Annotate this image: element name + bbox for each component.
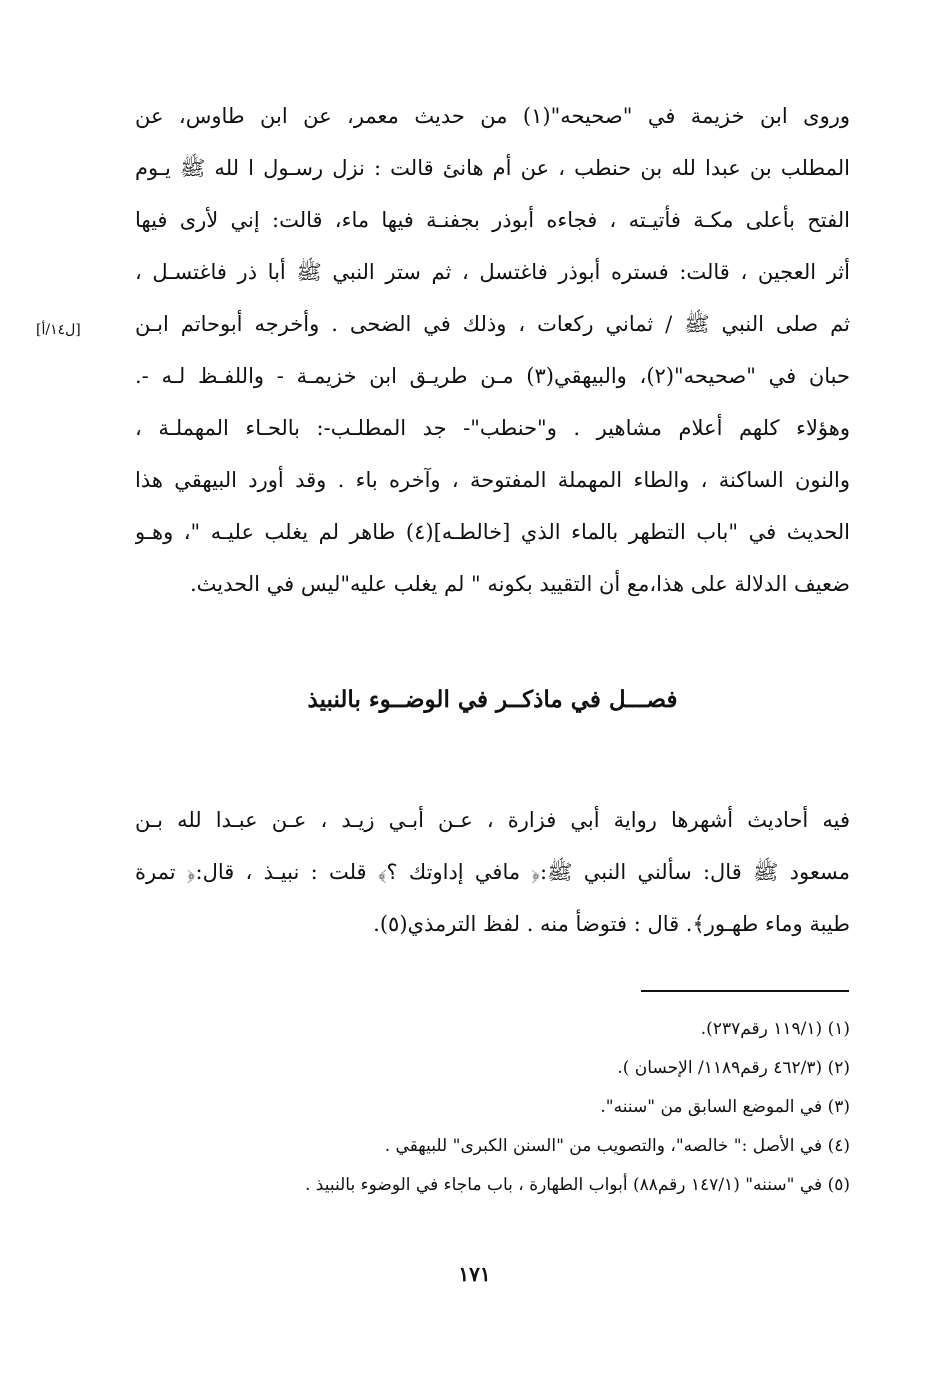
manuscript-folio-note: [ل١٤/أ] [36, 322, 81, 338]
text-line: الفتح بأعلى مكـة فأتيـته ، فجاءه أبوذر بجفنـة فيها ماء، قالت: إني لأرى فيها [135, 208, 850, 232]
footnote-2: (٢) (٤٦٢/٣ رقم١١٨٩/ الإحسان ). [617, 1058, 850, 1078]
text-line: الحديث في "باب التطهر بالماء الذي [خالطـه](٤) طاهر لم يغلب عليـه "، وهـو [135, 520, 850, 544]
footnote-separator [641, 990, 849, 992]
text-line: مسعود ﷺ قال: سألني النبي ﷺ:﴿ مافي إداوتك ؟﴾ قلت : نبيـذ ، قال:﴿ تمرة [135, 860, 850, 884]
text-line: وروى ابن خزيمة في "صحيحه"(١) من حديث معمر، عن ابن طاوس، عن [135, 104, 850, 128]
footnote-3: (٣) في الموضع السابق من "سننه". [600, 1097, 850, 1117]
text-line: أثر العجين ، قالت: فستره أبوذر فاغتسل ، ثم ستر النبي ﷺ أبا ذر فاغتسـل ، [135, 260, 850, 284]
paragraph-1 [135, 90, 850, 610]
text-line: والنون الساكنة ، والطاء المهملة المفتوحة ، وآخره باء . وقد أورد البيهقي هذا [135, 468, 850, 492]
text-line: المطلب بن عبدا لله بن حنطب ، عن أم هانئ قالت : نزل رسـول ا لله ﷺ يـوم [135, 156, 850, 180]
section-heading: فصـــل في ماذكــر في الوضــوء بالنبيذ [307, 686, 678, 713]
footnote-5: (٥) في "سننه" (١٤٧/١ رقم٨٨) أبواب الطهارة ، باب ماجاء في الوضوء بالنبيذ . [305, 1175, 850, 1195]
footnote-1: (١) (١١٩/١ رقم٢٣٧). [700, 1019, 850, 1039]
text-line: فيه أحاديث أشهرها رواية أبي فزارة ، عـن أبـي زيـد ، عـن عبـدا لله بـن [135, 808, 850, 832]
text-line: طيبة وماء طهـور﴾. قال : فتوضأ منه . لفظ الترمذي(٥). [373, 912, 850, 936]
page-number: ١٧١ [458, 1262, 491, 1286]
footnote-4: (٤) في الأصل :" خالصه"، والتصويب من "السنن الكبرى" للبيهقي . [384, 1136, 850, 1156]
paragraph-2 [135, 794, 850, 950]
text-line: حبان في "صحيحه"(٢)، والبيهقي(٣) مـن طريـق ابن خزيمـة - واللفـظ لـه -. [135, 364, 850, 388]
text-line: ضعيف الدلالة على هذا،مع أن التقييد بكونه " لم يغلب عليه"ليس في الحديث. [189, 572, 850, 596]
text-line: ثم صلى النبي ﷺ / ثماني ركعات ، وذلك في الضحى . وأخرجه أبوحاتم ابـن [135, 312, 850, 336]
text-line: وهؤلاء كلهم أعلام مشاهير . و"حنطب"- جد المطلـب-: بالحـاء المهملـة ، [135, 416, 850, 440]
footnotes [135, 1010, 850, 1205]
